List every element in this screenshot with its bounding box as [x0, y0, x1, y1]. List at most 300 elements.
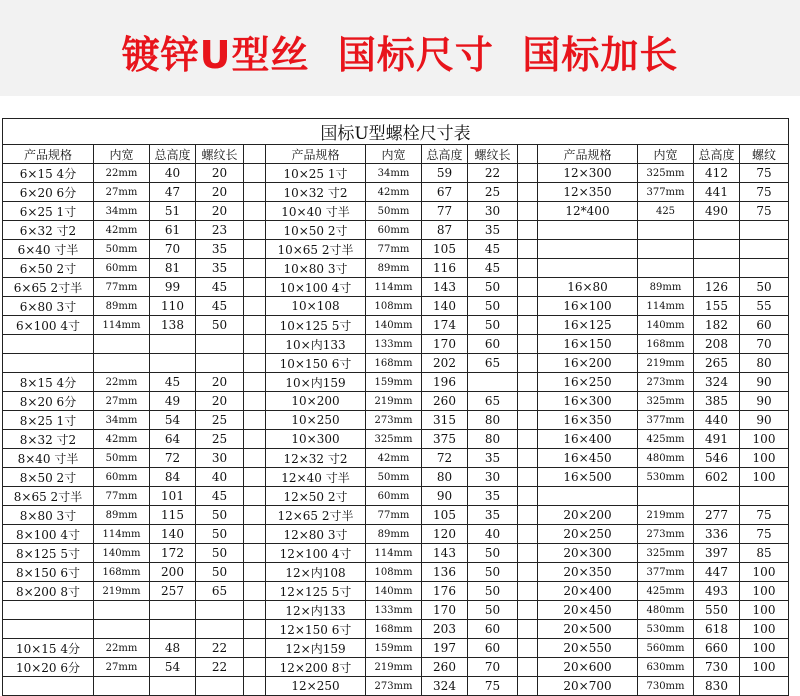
column-header: 内宽 — [94, 145, 150, 164]
total-height-cell: 64 — [150, 430, 196, 449]
inner-width-cell: 377mm — [638, 563, 694, 582]
group-separator — [518, 278, 538, 297]
inner-width-cell: 730mm — [638, 677, 694, 696]
spec-cell: 10×200 — [266, 392, 366, 411]
inner-width-cell: 530mm — [638, 620, 694, 639]
inner-width-cell: 34mm — [366, 164, 422, 183]
spec-cell: 12×250 — [266, 677, 366, 696]
group-separator — [244, 658, 266, 677]
inner-width-cell: 77mm — [366, 240, 422, 259]
column-header: 螺纹长 — [196, 145, 244, 164]
group-separator — [518, 316, 538, 335]
thread-length-cell — [196, 620, 244, 639]
spec-cell: 10×100 4寸 — [266, 278, 366, 297]
total-height-cell: 277 — [694, 506, 740, 525]
thread-length-cell: 50 — [468, 601, 518, 620]
inner-width-cell: 140mm — [638, 316, 694, 335]
thread-length-cell: 85 — [740, 544, 789, 563]
thread-length-cell: 50 — [196, 563, 244, 582]
thread-length-cell: 100 — [740, 563, 789, 582]
inner-width-cell: 480mm — [638, 449, 694, 468]
spec-cell: 12×32 寸2 — [266, 449, 366, 468]
total-height-cell: 602 — [694, 468, 740, 487]
spec-cell: 20×450 — [538, 601, 638, 620]
total-height-cell: 265 — [694, 354, 740, 373]
column-header: 螺纹 — [740, 145, 789, 164]
spec-cell: 8×125 5寸 — [3, 544, 94, 563]
thread-length-cell: 65 — [196, 582, 244, 601]
table-row — [3, 335, 789, 354]
group-separator — [518, 145, 538, 164]
group-separator — [244, 430, 266, 449]
table-row — [3, 601, 789, 620]
spec-cell: 10×内159 — [266, 373, 366, 392]
group-separator — [518, 430, 538, 449]
total-height-cell: 99 — [150, 278, 196, 297]
inner-width-cell — [94, 601, 150, 620]
spec-cell: 10×80 3寸 — [266, 259, 366, 278]
group-separator — [518, 601, 538, 620]
thread-length-cell: 50 — [468, 544, 518, 563]
total-height-cell: 170 — [422, 601, 468, 620]
total-height-cell: 830 — [694, 677, 740, 696]
thread-length-cell: 50 — [196, 544, 244, 563]
total-height-cell: 72 — [422, 449, 468, 468]
thread-length-cell: 30 — [196, 449, 244, 468]
total-height-cell: 172 — [150, 544, 196, 563]
total-height-cell: 80 — [422, 468, 468, 487]
spec-cell: 16×500 — [538, 468, 638, 487]
size-sheet — [0, 118, 800, 693]
total-height-cell: 660 — [694, 639, 740, 658]
thread-length-cell — [196, 354, 244, 373]
table-row — [3, 449, 789, 468]
table-row — [3, 354, 789, 373]
header-row — [3, 145, 789, 164]
thread-length-cell: 35 — [468, 221, 518, 240]
group-separator — [518, 449, 538, 468]
spec-cell: 12×350 — [538, 183, 638, 202]
inner-width-cell — [94, 677, 150, 696]
total-height-cell: 140 — [150, 525, 196, 544]
total-height-cell: 77 — [422, 202, 468, 221]
spec-cell: 6×80 3寸 — [3, 297, 94, 316]
spec-cell: 10×40 寸半 — [266, 202, 366, 221]
thread-length-cell — [196, 335, 244, 354]
inner-width-cell: 50mm — [366, 468, 422, 487]
table-row — [3, 297, 789, 316]
thread-length-cell: 50 — [468, 582, 518, 601]
table-row — [3, 259, 789, 278]
thread-length-cell: 75 — [740, 525, 789, 544]
total-height-cell: 170 — [422, 335, 468, 354]
inner-width-cell: 114mm — [94, 525, 150, 544]
column-header: 产品规格 — [3, 145, 94, 164]
thread-length-cell: 75 — [740, 183, 789, 202]
title-banner — [0, 0, 800, 96]
inner-width-cell: 159mm — [366, 373, 422, 392]
thread-length-cell: 80 — [468, 430, 518, 449]
inner-width-cell: 27mm — [94, 183, 150, 202]
table-row — [3, 658, 789, 677]
inner-width-cell — [638, 240, 694, 259]
spec-cell: 6×50 2寸 — [3, 259, 94, 278]
spec-cell: 16×250 — [538, 373, 638, 392]
column-header: 产品规格 — [538, 145, 638, 164]
inner-width-cell: 89mm — [366, 259, 422, 278]
thread-length-cell: 20 — [196, 373, 244, 392]
group-separator — [518, 240, 538, 259]
inner-width-cell: 425 — [638, 202, 694, 221]
thread-length-cell: 65 — [468, 354, 518, 373]
group-separator — [244, 221, 266, 240]
total-height-cell: 81 — [150, 259, 196, 278]
spec-cell: 16×150 — [538, 335, 638, 354]
table-row — [3, 525, 789, 544]
group-separator — [518, 221, 538, 240]
thread-length-cell: 25 — [196, 430, 244, 449]
group-separator — [244, 468, 266, 487]
spec-cell: 10×50 2寸 — [266, 221, 366, 240]
spec-cell — [538, 221, 638, 240]
table-row — [3, 183, 789, 202]
thread-length-cell: 90 — [740, 411, 789, 430]
total-height-cell: 375 — [422, 430, 468, 449]
inner-width-cell: 273mm — [638, 373, 694, 392]
total-height-cell: 61 — [150, 221, 196, 240]
inner-width-cell: 325mm — [638, 392, 694, 411]
table-row — [3, 278, 789, 297]
total-height-cell: 87 — [422, 221, 468, 240]
size-table — [2, 118, 789, 696]
total-height-cell: 136 — [422, 563, 468, 582]
group-separator — [244, 677, 266, 696]
spec-cell: 10×15 4分 — [3, 639, 94, 658]
group-separator — [244, 183, 266, 202]
inner-width-cell: 168mm — [366, 354, 422, 373]
group-separator — [244, 544, 266, 563]
thread-length-cell: 100 — [740, 468, 789, 487]
total-height-cell — [694, 240, 740, 259]
total-height-cell: 385 — [694, 392, 740, 411]
thread-length-cell: 35 — [196, 259, 244, 278]
total-height-cell: 197 — [422, 639, 468, 658]
spec-cell: 20×550 — [538, 639, 638, 658]
spec-cell: 8×25 1寸 — [3, 411, 94, 430]
spec-cell: 6×15 4分 — [3, 164, 94, 183]
spec-cell: 16×350 — [538, 411, 638, 430]
column-header: 总高度 — [694, 145, 740, 164]
thread-length-cell — [196, 677, 244, 696]
total-height-cell: 45 — [150, 373, 196, 392]
group-separator — [518, 677, 538, 696]
thread-length-cell — [740, 677, 789, 696]
spec-cell: 6×25 1寸 — [3, 202, 94, 221]
thread-length-cell: 30 — [468, 468, 518, 487]
thread-length-cell: 100 — [740, 601, 789, 620]
spec-cell: 8×80 3寸 — [3, 506, 94, 525]
thread-length-cell: 60 — [740, 316, 789, 335]
inner-width-cell: 219mm — [94, 582, 150, 601]
spec-cell: 6×32 寸2 — [3, 221, 94, 240]
table-row — [3, 582, 789, 601]
inner-width-cell — [94, 354, 150, 373]
total-height-cell: 493 — [694, 582, 740, 601]
thread-length-cell: 20 — [196, 202, 244, 221]
inner-width-cell: 34mm — [94, 202, 150, 221]
spec-cell: 12×50 2寸 — [266, 487, 366, 506]
group-separator — [518, 658, 538, 677]
group-separator — [244, 487, 266, 506]
group-separator — [518, 525, 538, 544]
table-caption: 国标U型螺栓尺寸表 — [3, 119, 789, 145]
spec-cell — [3, 601, 94, 620]
table-row — [3, 164, 789, 183]
thread-length-cell: 75 — [468, 677, 518, 696]
inner-width-cell: 22mm — [94, 639, 150, 658]
spec-cell: 8×20 6分 — [3, 392, 94, 411]
group-separator — [518, 487, 538, 506]
total-height-cell: 140 — [422, 297, 468, 316]
spec-cell — [538, 259, 638, 278]
spec-cell: 12×内159 — [266, 639, 366, 658]
thread-length-cell: 55 — [740, 297, 789, 316]
group-separator — [244, 639, 266, 658]
thread-length-cell — [740, 487, 789, 506]
group-separator — [244, 297, 266, 316]
column-header: 总高度 — [422, 145, 468, 164]
spec-cell: 12×80 3寸 — [266, 525, 366, 544]
total-height-cell: 200 — [150, 563, 196, 582]
total-height-cell: 72 — [150, 449, 196, 468]
inner-width-cell — [94, 335, 150, 354]
spec-cell: 6×20 6分 — [3, 183, 94, 202]
table-row — [3, 430, 789, 449]
total-height-cell: 115 — [150, 506, 196, 525]
inner-width-cell: 89mm — [366, 525, 422, 544]
thread-length-cell: 20 — [196, 164, 244, 183]
thread-length-cell: 75 — [740, 506, 789, 525]
total-height-cell: 546 — [694, 449, 740, 468]
inner-width-cell: 60mm — [366, 221, 422, 240]
table-row — [3, 563, 789, 582]
spec-cell: 16×200 — [538, 354, 638, 373]
inner-width-cell: 325mm — [638, 544, 694, 563]
total-height-cell: 550 — [694, 601, 740, 620]
spec-cell: 8×15 4分 — [3, 373, 94, 392]
group-separator — [244, 506, 266, 525]
inner-width-cell: 60mm — [94, 468, 150, 487]
spec-cell: 10×108 — [266, 297, 366, 316]
group-separator — [518, 468, 538, 487]
total-height-cell: 260 — [422, 392, 468, 411]
spec-cell: 6×65 2寸半 — [3, 278, 94, 297]
thread-length-cell: 20 — [196, 392, 244, 411]
group-separator — [244, 240, 266, 259]
inner-width-cell: 480mm — [638, 601, 694, 620]
inner-width-cell: 77mm — [94, 278, 150, 297]
group-separator — [244, 525, 266, 544]
inner-width-cell: 50mm — [94, 449, 150, 468]
inner-width-cell: 140mm — [366, 316, 422, 335]
inner-width-cell: 133mm — [366, 335, 422, 354]
group-separator — [518, 183, 538, 202]
inner-width-cell: 168mm — [366, 620, 422, 639]
spec-cell — [3, 335, 94, 354]
inner-width-cell: 50mm — [366, 202, 422, 221]
inner-width-cell: 77mm — [94, 487, 150, 506]
thread-length-cell: 80 — [740, 354, 789, 373]
total-height-cell: 730 — [694, 658, 740, 677]
group-separator — [518, 392, 538, 411]
inner-width-cell: 560mm — [638, 639, 694, 658]
group-separator — [518, 506, 538, 525]
total-height-cell: 90 — [422, 487, 468, 506]
total-height-cell: 70 — [150, 240, 196, 259]
column-header: 螺纹长 — [468, 145, 518, 164]
total-height-cell: 618 — [694, 620, 740, 639]
table-row — [3, 202, 789, 221]
spec-cell: 6×100 4寸 — [3, 316, 94, 335]
inner-width-cell: 89mm — [94, 297, 150, 316]
total-height-cell: 84 — [150, 468, 196, 487]
group-separator — [244, 563, 266, 582]
inner-width-cell: 34mm — [94, 411, 150, 430]
group-separator — [518, 259, 538, 278]
thread-length-cell: 100 — [740, 582, 789, 601]
total-height-cell — [694, 259, 740, 278]
table-row — [3, 392, 789, 411]
inner-width-cell: 108mm — [366, 297, 422, 316]
thread-length-cell: 35 — [468, 449, 518, 468]
total-height-cell: 155 — [694, 297, 740, 316]
spec-cell: 20×400 — [538, 582, 638, 601]
spec-cell: 10×150 6寸 — [266, 354, 366, 373]
inner-width-cell: 42mm — [94, 221, 150, 240]
total-height-cell: 196 — [422, 373, 468, 392]
spec-cell — [3, 677, 94, 696]
group-separator — [244, 354, 266, 373]
spec-cell — [538, 487, 638, 506]
spec-cell: 16×125 — [538, 316, 638, 335]
total-height-cell: 174 — [422, 316, 468, 335]
spec-cell: 12*400 — [538, 202, 638, 221]
total-height-cell: 447 — [694, 563, 740, 582]
inner-width-cell: 140mm — [366, 582, 422, 601]
total-height-cell: 491 — [694, 430, 740, 449]
table-row — [3, 411, 789, 430]
table-row — [3, 468, 789, 487]
spec-cell: 20×500 — [538, 620, 638, 639]
table-row — [3, 544, 789, 563]
thread-length-cell: 70 — [468, 658, 518, 677]
thread-length-cell: 100 — [740, 620, 789, 639]
thread-length-cell: 90 — [740, 392, 789, 411]
group-separator — [244, 620, 266, 639]
total-height-cell: 116 — [422, 259, 468, 278]
spec-cell: 10×65 2寸半 — [266, 240, 366, 259]
total-height-cell: 120 — [422, 525, 468, 544]
thread-length-cell — [740, 240, 789, 259]
inner-width-cell: 114mm — [366, 278, 422, 297]
group-separator — [518, 354, 538, 373]
spec-cell: 8×50 2寸 — [3, 468, 94, 487]
total-height-cell: 101 — [150, 487, 196, 506]
total-height-cell: 54 — [150, 411, 196, 430]
table-row — [3, 316, 789, 335]
total-height-cell: 260 — [422, 658, 468, 677]
spec-cell: 20×250 — [538, 525, 638, 544]
total-height-cell: 182 — [694, 316, 740, 335]
group-separator — [518, 373, 538, 392]
total-height-cell: 202 — [422, 354, 468, 373]
inner-width-cell: 108mm — [366, 563, 422, 582]
spec-cell: 12×内133 — [266, 601, 366, 620]
inner-width-cell: 89mm — [638, 278, 694, 297]
total-height-cell: 203 — [422, 620, 468, 639]
total-height-cell: 49 — [150, 392, 196, 411]
total-height-cell — [150, 335, 196, 354]
spec-cell: 12×内108 — [266, 563, 366, 582]
group-separator — [518, 582, 538, 601]
thread-length-cell: 30 — [468, 202, 518, 221]
inner-width-cell: 89mm — [94, 506, 150, 525]
total-height-cell — [150, 620, 196, 639]
inner-width-cell: 22mm — [94, 373, 150, 392]
inner-width-cell: 630mm — [638, 658, 694, 677]
thread-length-cell: 60 — [468, 639, 518, 658]
spec-cell: 8×200 8寸 — [3, 582, 94, 601]
total-height-cell: 143 — [422, 278, 468, 297]
total-height-cell: 67 — [422, 183, 468, 202]
inner-width-cell: 168mm — [94, 563, 150, 582]
spec-cell: 10×20 6分 — [3, 658, 94, 677]
inner-width-cell: 50mm — [94, 240, 150, 259]
inner-width-cell: 530mm — [638, 468, 694, 487]
group-separator — [244, 316, 266, 335]
total-height-cell: 176 — [422, 582, 468, 601]
thread-length-cell — [740, 259, 789, 278]
thread-length-cell: 22 — [196, 658, 244, 677]
thread-length-cell: 22 — [196, 639, 244, 658]
inner-width-cell — [638, 487, 694, 506]
inner-width-cell: 114mm — [366, 544, 422, 563]
table-row — [3, 506, 789, 525]
total-height-cell: 143 — [422, 544, 468, 563]
group-separator — [518, 202, 538, 221]
spec-cell: 10×125 5寸 — [266, 316, 366, 335]
total-height-cell: 105 — [422, 506, 468, 525]
inner-width-cell: 219mm — [638, 506, 694, 525]
spec-cell: 20×700 — [538, 677, 638, 696]
total-height-cell: 138 — [150, 316, 196, 335]
spec-cell: 20×350 — [538, 563, 638, 582]
inner-width-cell: 159mm — [366, 639, 422, 658]
total-height-cell: 110 — [150, 297, 196, 316]
thread-length-cell: 50 — [740, 278, 789, 297]
inner-width-cell: 168mm — [638, 335, 694, 354]
thread-length-cell: 100 — [740, 430, 789, 449]
inner-width-cell: 273mm — [638, 525, 694, 544]
thread-length-cell: 75 — [740, 164, 789, 183]
spec-cell: 10×300 — [266, 430, 366, 449]
thread-length-cell — [740, 221, 789, 240]
inner-width-cell: 219mm — [366, 392, 422, 411]
inner-width-cell: 114mm — [638, 297, 694, 316]
spec-cell — [3, 620, 94, 639]
thread-length-cell: 25 — [468, 183, 518, 202]
spec-cell: 12×40 寸半 — [266, 468, 366, 487]
